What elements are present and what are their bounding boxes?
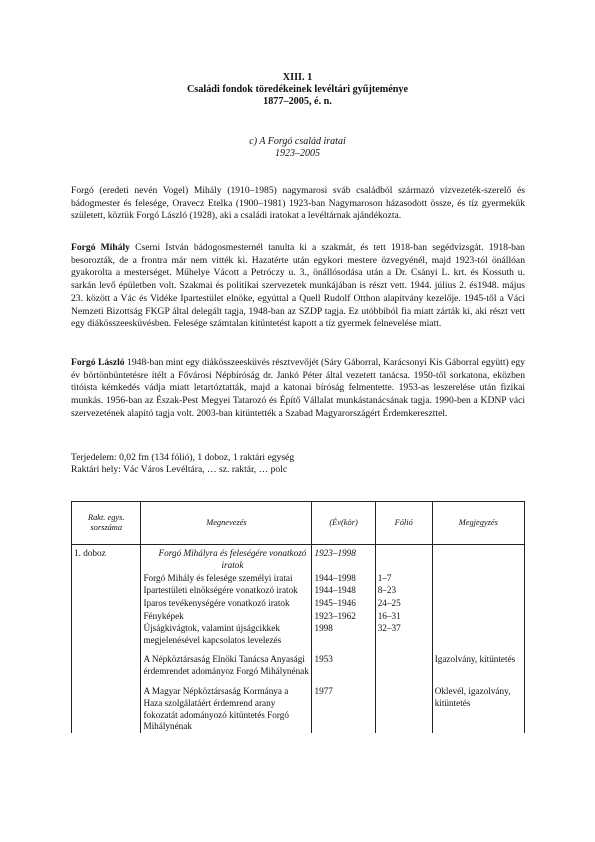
row-folio: 24–25 [375, 597, 432, 610]
bio-mihaly-text: Cserni István bádogosmesternél tanulta ki a szakmát, és tett 1918-ban segédvizsgát. 1918-ban besorozták, de a frontra már nem vitték ki. Hazatérte után egykori mestere özvegyénél, majd 1923-tól önállóan gyakorolta a mesterséget. Műhelye Vácott a Petróczy u. 3., önállósodása után a Dr. Csányi L. krt. és Kossuth u. sarkán levő épületben volt. Szakmai és politikai szervezetek munkájában is részt vett. 1944. július 2. és1948. május 23. között a Vác és Vidéke Ipartestület elnöke, egyúttal a Quell Rudolf Otthon alapítvány kezelője. 1945-től a Váci Nemzeti Bizottság FKGP által delegált tagja, 1948-ban az SZDP tagja. Ez utóbbiból fia miatt zárták ki, aki részt vett egy diákösszeesküvésben. Felesége számtalan kitüntetést kapott a tíz gyermek felnevelése miatt. [71, 242, 525, 330]
extent-line: Terjedelem: 0,02 fm (134 fólió), 1 doboz, 1 raktári egység [71, 452, 295, 463]
table-row [72, 678, 525, 733]
row-note [432, 610, 524, 623]
row-name: Fényképek [141, 610, 312, 623]
table-row [72, 545, 525, 572]
row-note [432, 584, 524, 597]
table-row [72, 572, 525, 585]
row-note [432, 597, 524, 610]
row-name: Újságkivágtok, valamint újságcikkek megjelenésével kapcsolatos levelezés [141, 623, 312, 647]
row-years: 1945–1946 [312, 597, 375, 610]
bio-mihaly-name: Forgó Mihály [71, 242, 130, 253]
table-row [72, 623, 525, 647]
bio-laszlo-name: Forgó László [71, 357, 125, 368]
group-title: Forgó Mihályra és feleségére vonatkozó iratok [158, 548, 307, 570]
table-row [72, 610, 525, 623]
row-years: 1944–1948 [312, 584, 375, 597]
row-name: Iparos tevékenységére vonatkozó iratok [141, 597, 312, 610]
row-folio: 16–31 [375, 610, 432, 623]
row-name: Ipartestületi elnökségére vonatkozó iratok [141, 584, 312, 597]
bio-laszlo [71, 357, 525, 421]
row-note: Igazolvány, kitüntetés [432, 646, 524, 678]
bio-mihaly [71, 242, 525, 331]
row-note [432, 623, 524, 647]
location-line: Raktári hely: Vác Város Levéltára, … sz. raktár, … polc [71, 464, 288, 475]
bio-laszlo-text: 1948-ban mint egy diákösszeesküvés résztvevőjét (Sáry Gáborral, Karácsonyi Kis Gáborral együtt) egy év börtönbüntetésre ítélt a Fővárosi Népbíróság dr. Jankó Péter által vezetett tanácsa. 1950-től sorkatona, eközben titóista kémkedés vádja miatt letartóztatták, majd a katonai bíróság felmentette. 1953-as leszerelése után fizikai munkás. 1956-ban az Észak-Pest Megyei Tatarozó és Építő Vállalat munkástanácsának tagja. 1990-ben a KDNP váci szervezetének alapító tagja volt. 2003-ban kitüntették a Szabad Magyarországért Érdemkereszttel. [71, 357, 525, 419]
section-number: XIII. 1 [282, 72, 313, 83]
table-row [72, 646, 525, 678]
intro-paragraph: Forgó (eredeti nevén Vogel) Mihály (1910–1985) nagymarosi sváb családból származó vízvezeték-szerelő és bádogmester és felesége, Oravecz Etelka (1900–1981) 1923-ban Nagymaroson házasodott össze, és tíz gyermekük született, köztük Forgó László (1928), aki a családi iratokat a levéltárnak ajándékozta. [71, 185, 525, 222]
row-years: 1977 [312, 678, 375, 733]
fond-title: c) A Forgó család iratai [249, 136, 346, 147]
row-folio [375, 646, 432, 678]
box-label: 1. doboz [72, 545, 141, 572]
inventory-table [71, 501, 525, 733]
header-years: (Év(kör) [312, 502, 375, 545]
row-note: Oklevél, igazolvány, kitüntetés [432, 678, 524, 733]
collection-title: Családi fondok töredékeinek levéltári gyűjteménye [186, 84, 409, 95]
header-notes: Megjegyzés [432, 502, 524, 545]
group-years: 1923–1998 [312, 545, 375, 572]
row-folio: 32–37 [375, 623, 432, 647]
row-years: 1944–1998 [312, 572, 375, 585]
collection-years: 1877–2005, é. n. [263, 96, 332, 107]
fond-years: 1923–2005 [275, 148, 320, 159]
table-header-row [72, 502, 525, 545]
header-description: Megnevezés [141, 502, 312, 545]
row-folio: 1–7 [375, 572, 432, 585]
table-row [72, 584, 525, 597]
row-folio [375, 678, 432, 733]
row-name: Forgó Mihály és felesége személyi iratai [141, 572, 312, 585]
table-row [72, 597, 525, 610]
row-years: 1923–1962 [312, 610, 375, 623]
header-folio: Fólió [375, 502, 432, 545]
header-unit-number: Rakt. egys. sorszáma [72, 502, 141, 545]
row-name: A Magyar Népköztársaság Kormánya a Haza szolgálatáért érdemrend arany fokozatát adományozó kitüntetés Forgó Mihálynénak [141, 678, 312, 733]
row-name: A Népköztársaság Elnöki Tanácsa Anyasági érdemrendet adományoz Forgó Mihálynénak [141, 646, 312, 678]
row-note [432, 572, 524, 585]
row-folio: 8–23 [375, 584, 432, 597]
row-years: 1953 [312, 646, 375, 678]
row-years: 1998 [312, 623, 375, 647]
